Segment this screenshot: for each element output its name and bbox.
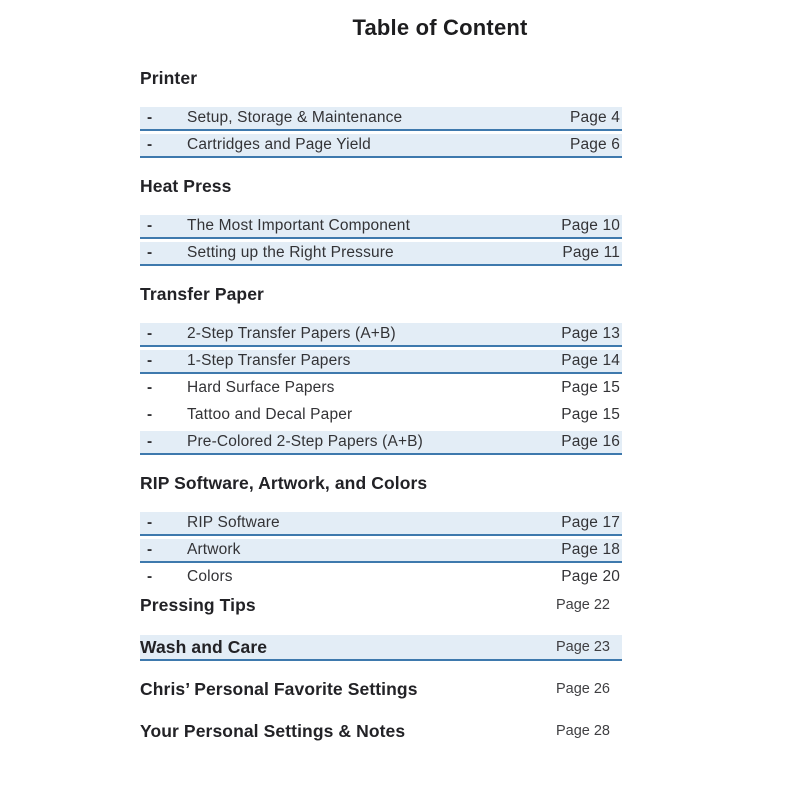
dash-bullet: -	[147, 433, 153, 450]
dash-bullet: -	[147, 379, 153, 396]
standalone-row	[140, 593, 622, 619]
toc-item-page: Page 14	[561, 352, 620, 369]
toc-item-label: The Most Important Component	[187, 217, 411, 234]
toc-row[interactable]	[140, 215, 622, 239]
dash-bullet: -	[147, 568, 153, 585]
toc-row	[140, 377, 622, 401]
standalone-page: Page 28	[555, 723, 610, 739]
standalone-page: Page 26	[555, 681, 610, 697]
standalone-row	[140, 719, 622, 745]
toc-item-page: Page 15	[561, 379, 620, 396]
toc-item-page: Page 13	[561, 325, 620, 342]
toc-item-page: Page 15	[561, 406, 620, 423]
toc-item-label: Setup, Storage & Maintenance	[187, 109, 403, 126]
toc-item-page: Page 10	[561, 217, 620, 234]
toc-row[interactable]	[140, 242, 622, 266]
toc-item-label: Setting up the Right Pressure	[187, 244, 394, 261]
dash-bullet: -	[147, 514, 153, 531]
toc-row[interactable]	[140, 512, 622, 536]
standalone-label: Wash and Care	[140, 636, 268, 657]
toc-item-label: Cartridges and Page Yield	[187, 136, 371, 153]
toc-content	[140, 60, 622, 761]
toc-row[interactable]	[140, 431, 622, 455]
dash-bullet: -	[147, 136, 153, 153]
section-heading: Heat Press	[140, 176, 232, 196]
section-heading: Printer	[140, 68, 198, 88]
standalone-label: Pressing Tips	[140, 594, 256, 615]
section-heading: Transfer Paper	[140, 284, 264, 304]
toc-item-label: 2-Step Transfer Papers (A+B)	[187, 325, 396, 342]
section-heading: RIP Software, Artwork, and Colors	[140, 473, 428, 493]
standalone-label: Your Personal Settings & Notes	[140, 720, 406, 741]
toc-row[interactable]	[140, 350, 622, 374]
toc-row	[140, 566, 622, 590]
dash-bullet: -	[147, 325, 153, 342]
toc-item-page: Page 18	[561, 541, 620, 558]
dash-bullet: -	[147, 217, 153, 234]
toc-item-label: 1-Step Transfer Papers	[187, 352, 351, 369]
toc-item-label: Pre-Colored 2-Step Papers (A+B)	[187, 433, 423, 450]
toc-row[interactable]	[140, 323, 622, 347]
standalone-row	[140, 677, 622, 703]
standalone-page: Page 23	[555, 639, 610, 655]
dash-bullet: -	[147, 109, 153, 126]
toc-row	[140, 404, 622, 428]
toc-item-label: RIP Software	[187, 514, 280, 531]
standalone-row[interactable]	[140, 635, 622, 661]
toc-item-label: Tattoo and Decal Paper	[187, 406, 353, 423]
dash-bullet: -	[147, 406, 153, 423]
toc-item-label: Artwork	[187, 541, 241, 558]
page-title: Table of Content	[352, 15, 528, 40]
toc-item-label: Colors	[187, 568, 233, 585]
dash-bullet: -	[147, 352, 153, 369]
toc-item-label: Hard Surface Papers	[187, 379, 335, 396]
toc-row[interactable]	[140, 539, 622, 563]
toc-item-page: Page 17	[561, 514, 620, 531]
standalone-page: Page 22	[555, 597, 610, 613]
dash-bullet: -	[147, 541, 153, 558]
toc-item-page: Page 4	[569, 109, 620, 126]
toc-row[interactable]	[140, 107, 622, 131]
toc-item-page: Page 16	[561, 433, 620, 450]
toc-item-page: Page 20	[561, 568, 620, 585]
standalone-label: Chris’ Personal Favorite Settings	[140, 678, 418, 699]
toc-item-page: Page 11	[562, 244, 620, 261]
toc-row[interactable]	[140, 134, 622, 158]
toc-item-page: Page 6	[569, 136, 620, 153]
dash-bullet: -	[147, 244, 153, 261]
